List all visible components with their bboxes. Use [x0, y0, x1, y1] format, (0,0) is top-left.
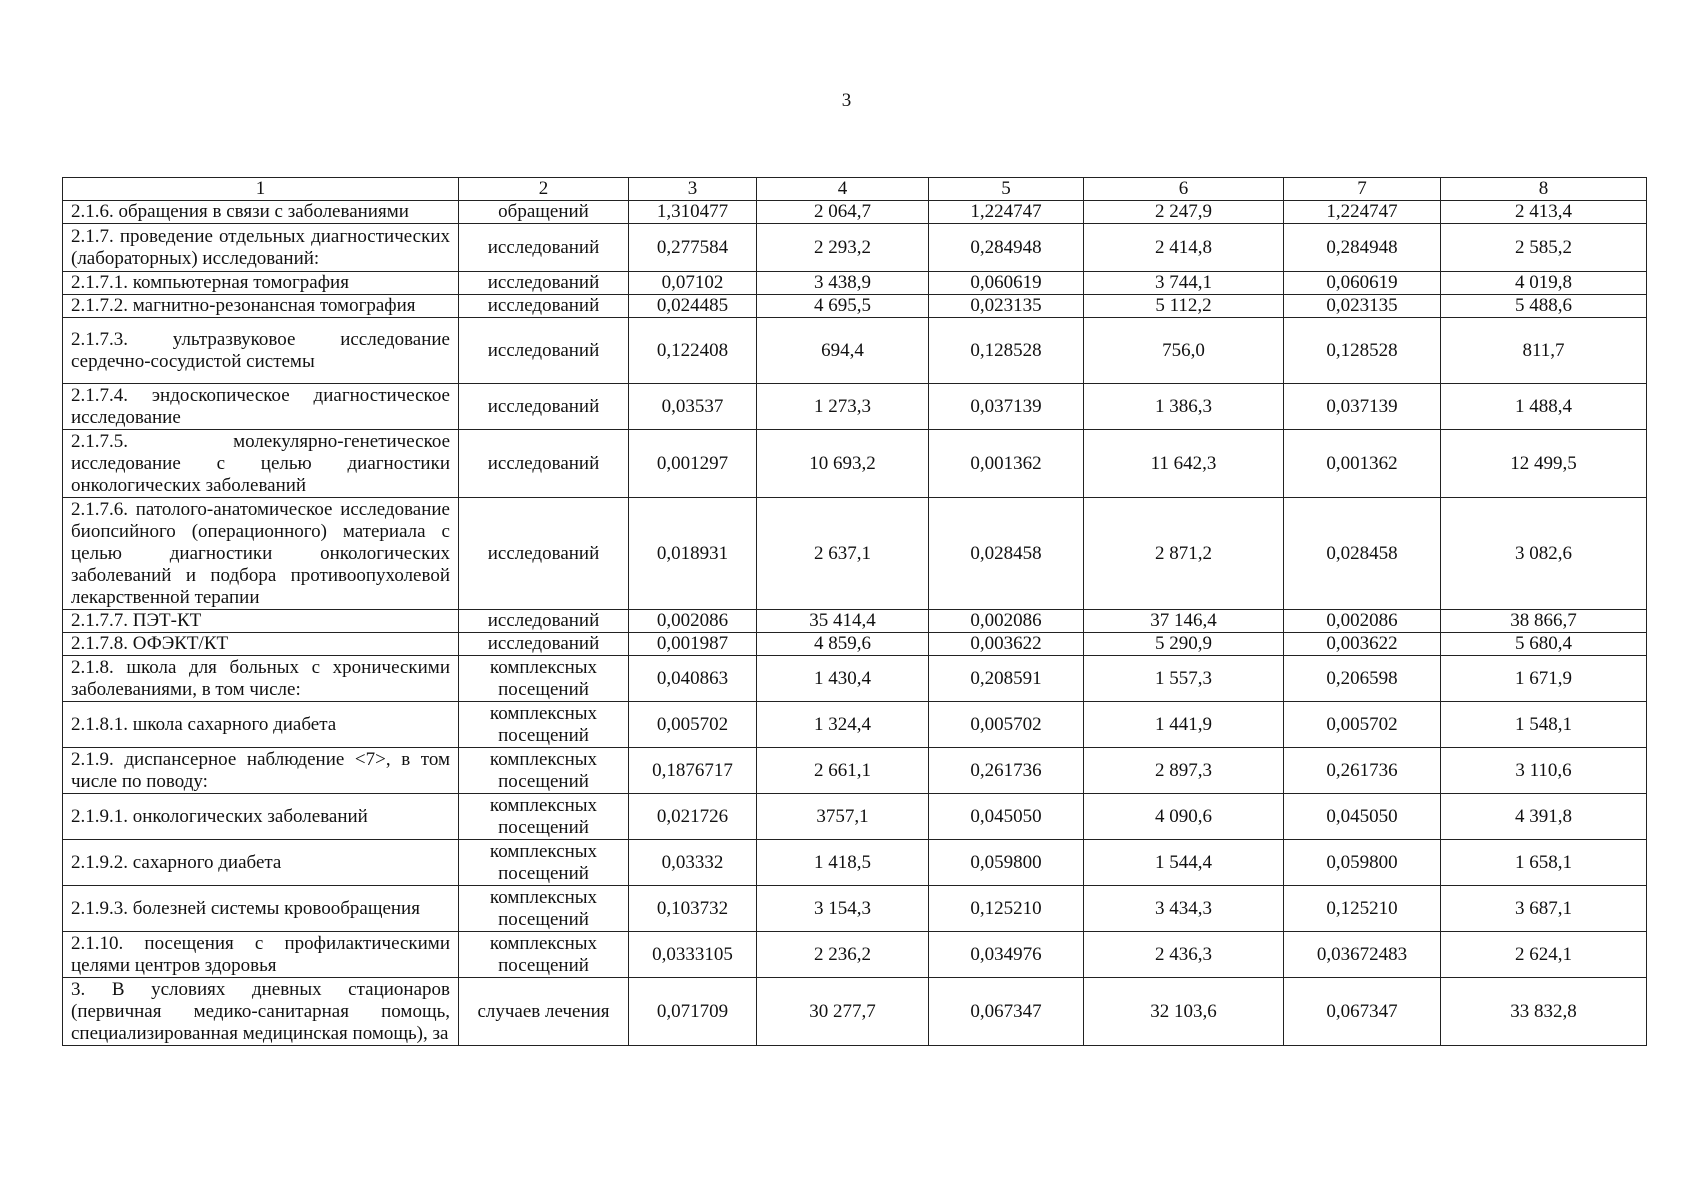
unit-cell: комплексных посещений: [459, 840, 629, 886]
value-cell: 0,024485: [629, 295, 757, 318]
value-cell: 0,067347: [929, 978, 1084, 1046]
value-cell: 2 637,1: [757, 498, 929, 610]
value-cell: 0,125210: [1284, 886, 1441, 932]
indicator-name: 2.1.7. проведение отдельных диагностических (лабораторных) исследований:: [63, 224, 459, 272]
value-cell: 0,001297: [629, 430, 757, 498]
table-row: [63, 702, 1647, 748]
value-cell: 3 744,1: [1084, 272, 1284, 295]
table-row: [63, 748, 1647, 794]
column-header: 2: [459, 178, 629, 201]
column-header: 6: [1084, 178, 1284, 201]
value-cell: 2 064,7: [757, 201, 929, 224]
table-row: [63, 384, 1647, 430]
value-cell: 756,0: [1084, 318, 1284, 384]
value-cell: 0,003622: [929, 633, 1084, 656]
value-cell: 5 290,9: [1084, 633, 1284, 656]
unit-cell: комплексных посещений: [459, 886, 629, 932]
value-cell: 0,128528: [929, 318, 1084, 384]
value-cell: 0,002086: [1284, 610, 1441, 633]
value-cell: 0,125210: [929, 886, 1084, 932]
table-row: [63, 430, 1647, 498]
unit-cell: исследований: [459, 430, 629, 498]
value-cell: 3 154,3: [757, 886, 929, 932]
value-cell: 0,005702: [629, 702, 757, 748]
value-cell: 0,005702: [1284, 702, 1441, 748]
value-cell: 3 438,9: [757, 272, 929, 295]
value-cell: 0,284948: [1284, 224, 1441, 272]
unit-cell: исследований: [459, 498, 629, 610]
page-number: 3: [841, 90, 852, 111]
value-cell: 1,310477: [629, 201, 757, 224]
value-cell: 5 488,6: [1441, 295, 1647, 318]
column-header: 5: [929, 178, 1084, 201]
value-cell: 11 642,3: [1084, 430, 1284, 498]
value-cell: 1,224747: [1284, 201, 1441, 224]
value-cell: 0,03332: [629, 840, 757, 886]
unit-cell: обращений: [459, 201, 629, 224]
unit-cell: случаев лечения: [459, 978, 629, 1046]
value-cell: 1 557,3: [1084, 656, 1284, 702]
value-cell: 0,045050: [929, 794, 1084, 840]
indicator-name: 2.1.6. обращения в связи с заболеваниями: [63, 201, 459, 224]
value-cell: 0,03537: [629, 384, 757, 430]
value-cell: 1,224747: [929, 201, 1084, 224]
column-header: 4: [757, 178, 929, 201]
value-cell: 0,03672483: [1284, 932, 1441, 978]
table-row: [63, 295, 1647, 318]
value-cell: 3757,1: [757, 794, 929, 840]
value-cell: 4 859,6: [757, 633, 929, 656]
table-row: [63, 272, 1647, 295]
table-row: [63, 886, 1647, 932]
value-cell: 1 324,4: [757, 702, 929, 748]
value-cell: 0,002086: [929, 610, 1084, 633]
unit-cell: комплексных посещений: [459, 794, 629, 840]
value-cell: 1 441,9: [1084, 702, 1284, 748]
value-cell: 2 585,2: [1441, 224, 1647, 272]
value-cell: 2 436,3: [1084, 932, 1284, 978]
column-header: 8: [1441, 178, 1647, 201]
table-row: [63, 978, 1647, 1046]
indicator-name: 2.1.7.1. компьютерная томография: [63, 272, 459, 295]
value-cell: 12 499,5: [1441, 430, 1647, 498]
value-cell: 2 413,4: [1441, 201, 1647, 224]
value-cell: 33 832,8: [1441, 978, 1647, 1046]
value-cell: 0,060619: [929, 272, 1084, 295]
value-cell: 0,023135: [929, 295, 1084, 318]
table-header-row: [63, 178, 1647, 201]
table-row: [63, 840, 1647, 886]
value-cell: 4 019,8: [1441, 272, 1647, 295]
indicator-name: 2.1.8.1. школа сахарного диабета: [63, 702, 459, 748]
value-cell: 3 434,3: [1084, 886, 1284, 932]
value-cell: 3 687,1: [1441, 886, 1647, 932]
value-cell: 37 146,4: [1084, 610, 1284, 633]
column-header: 3: [629, 178, 757, 201]
value-cell: 35 414,4: [757, 610, 929, 633]
value-cell: 0,021726: [629, 794, 757, 840]
value-cell: 1 430,4: [757, 656, 929, 702]
indicator-name: 2.1.8. школа для больных с хроническими заболеваниями, в том числе:: [63, 656, 459, 702]
value-cell: 2 624,1: [1441, 932, 1647, 978]
value-cell: 38 866,7: [1441, 610, 1647, 633]
value-cell: 0,040863: [629, 656, 757, 702]
value-cell: 1 386,3: [1084, 384, 1284, 430]
value-cell: 0,001362: [1284, 430, 1441, 498]
indicator-name: 2.1.7.7. ПЭТ-КТ: [63, 610, 459, 633]
indicator-name: 2.1.9.1. онкологических заболеваний: [63, 794, 459, 840]
value-cell: 0,045050: [1284, 794, 1441, 840]
value-cell: 2 897,3: [1084, 748, 1284, 794]
value-cell: 0,023135: [1284, 295, 1441, 318]
value-cell: 0,07102: [629, 272, 757, 295]
value-cell: 0,261736: [1284, 748, 1441, 794]
unit-cell: комплексных посещений: [459, 748, 629, 794]
value-cell: 0,002086: [629, 610, 757, 633]
value-cell: 1 544,4: [1084, 840, 1284, 886]
value-cell: 2 661,1: [757, 748, 929, 794]
value-cell: 4 391,8: [1441, 794, 1647, 840]
value-cell: 0,003622: [1284, 633, 1441, 656]
indicator-name: 2.1.7.6. патолого-анатомическое исследование биопсийного (операционного) материала с целью диагностики онкологических заболеваний и подбора противоопухолевой лекарственной терапии: [63, 498, 459, 610]
value-cell: 30 277,7: [757, 978, 929, 1046]
indicator-name: 2.1.7.4. эндоскопическое диагностическое исследование: [63, 384, 459, 430]
value-cell: 0,028458: [929, 498, 1084, 610]
table-row: [63, 610, 1647, 633]
value-cell: 0,037139: [1284, 384, 1441, 430]
indicator-name: 2.1.7.5. молекулярно-генетическое исследование с целью диагностики онкологических заболеваний: [63, 430, 459, 498]
value-cell: 0,284948: [929, 224, 1084, 272]
unit-cell: исследований: [459, 224, 629, 272]
indicator-name: 2.1.7.3. ультразвуковое исследование сердечно-сосудистой системы: [63, 318, 459, 384]
value-cell: 0,1876717: [629, 748, 757, 794]
unit-cell: комплексных посещений: [459, 702, 629, 748]
value-cell: 2 414,8: [1084, 224, 1284, 272]
indicator-name: 2.1.9.2. сахарного диабета: [63, 840, 459, 886]
value-cell: 0,018931: [629, 498, 757, 610]
value-cell: 0,261736: [929, 748, 1084, 794]
value-cell: 2 247,9: [1084, 201, 1284, 224]
value-cell: 0,067347: [1284, 978, 1441, 1046]
value-cell: 0,001987: [629, 633, 757, 656]
value-cell: 811,7: [1441, 318, 1647, 384]
table-row: [63, 794, 1647, 840]
unit-cell: комплексных посещений: [459, 656, 629, 702]
unit-cell: исследований: [459, 633, 629, 656]
value-cell: 1 671,9: [1441, 656, 1647, 702]
data-table: [62, 177, 1647, 1046]
value-cell: 0,005702: [929, 702, 1084, 748]
table-row: [63, 932, 1647, 978]
column-header: 7: [1284, 178, 1441, 201]
value-cell: 0,059800: [1284, 840, 1441, 886]
value-cell: 0,206598: [1284, 656, 1441, 702]
indicator-name: 3. В условиях дневных стационаров (первичная медико-санитарная помощь, специализированная медицинская помощь), за: [63, 978, 459, 1046]
value-cell: 0,001362: [929, 430, 1084, 498]
value-cell: 0,060619: [1284, 272, 1441, 295]
value-cell: 3 110,6: [1441, 748, 1647, 794]
table-row: [63, 224, 1647, 272]
value-cell: 1 418,5: [757, 840, 929, 886]
indicator-name: 2.1.10. посещения с профилактическими целями центров здоровья: [63, 932, 459, 978]
value-cell: 0,103732: [629, 886, 757, 932]
value-cell: 1 548,1: [1441, 702, 1647, 748]
value-cell: 4 695,5: [757, 295, 929, 318]
value-cell: 1 273,3: [757, 384, 929, 430]
indicator-name: 2.1.9.3. болезней системы кровообращения: [63, 886, 459, 932]
value-cell: 2 293,2: [757, 224, 929, 272]
indicator-name: 2.1.9. диспансерное наблюдение <7>, в том числе по поводу:: [63, 748, 459, 794]
value-cell: 0,277584: [629, 224, 757, 272]
table-row: [63, 498, 1647, 610]
column-header: 1: [63, 178, 459, 201]
table-row: [63, 633, 1647, 656]
unit-cell: комплексных посещений: [459, 932, 629, 978]
value-cell: 0,071709: [629, 978, 757, 1046]
value-cell: 32 103,6: [1084, 978, 1284, 1046]
indicator-name: 2.1.7.8. ОФЭКТ/КТ: [63, 633, 459, 656]
value-cell: 10 693,2: [757, 430, 929, 498]
table-row: [63, 318, 1647, 384]
value-cell: 0,037139: [929, 384, 1084, 430]
value-cell: 4 090,6: [1084, 794, 1284, 840]
unit-cell: исследований: [459, 295, 629, 318]
value-cell: 0,028458: [1284, 498, 1441, 610]
value-cell: 5 112,2: [1084, 295, 1284, 318]
value-cell: 1 658,1: [1441, 840, 1647, 886]
unit-cell: исследований: [459, 318, 629, 384]
value-cell: 1 488,4: [1441, 384, 1647, 430]
value-cell: 0,034976: [929, 932, 1084, 978]
value-cell: 0,122408: [629, 318, 757, 384]
indicator-name: 2.1.7.2. магнитно-резонансная томография: [63, 295, 459, 318]
value-cell: 0,128528: [1284, 318, 1441, 384]
value-cell: 3 082,6: [1441, 498, 1647, 610]
value-cell: 0,059800: [929, 840, 1084, 886]
table-row: [63, 656, 1647, 702]
unit-cell: исследований: [459, 610, 629, 633]
value-cell: 694,4: [757, 318, 929, 384]
value-cell: 5 680,4: [1441, 633, 1647, 656]
unit-cell: исследований: [459, 384, 629, 430]
unit-cell: исследований: [459, 272, 629, 295]
value-cell: 2 871,2: [1084, 498, 1284, 610]
value-cell: 0,208591: [929, 656, 1084, 702]
value-cell: 2 236,2: [757, 932, 929, 978]
value-cell: 0,0333105: [629, 932, 757, 978]
table-row: [63, 201, 1647, 224]
